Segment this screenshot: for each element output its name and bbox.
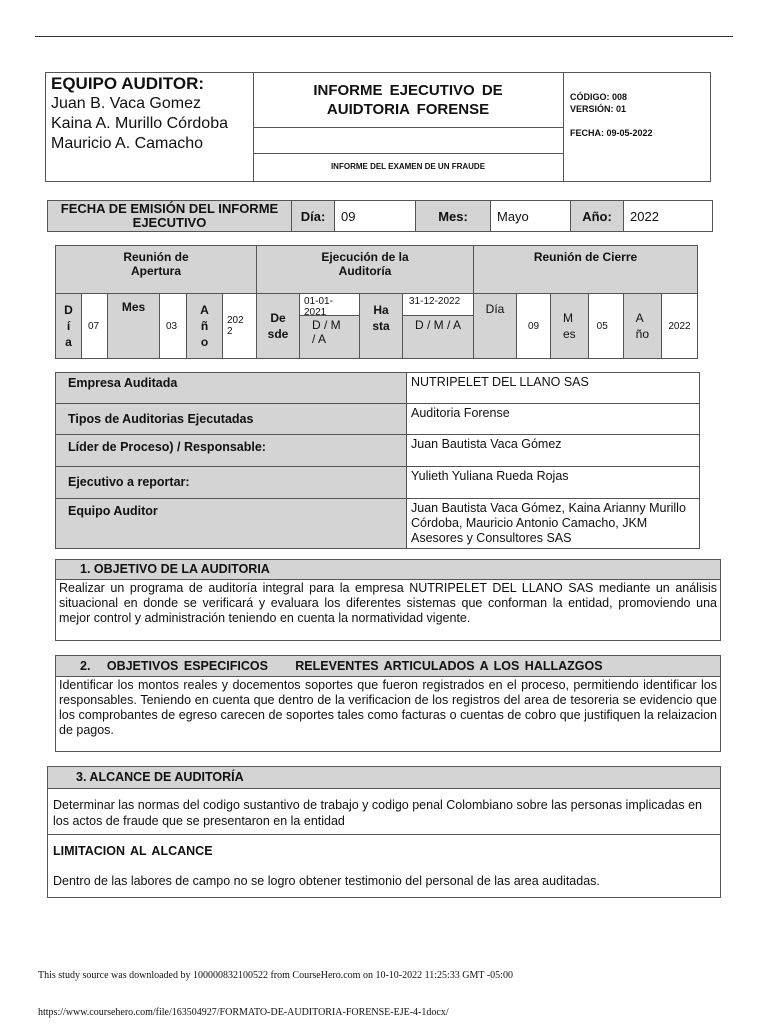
execution-to-format: D / M / A (414, 318, 461, 332)
audit-team-panel (51, 74, 251, 154)
emission-day: 09 (335, 201, 416, 232)
emission-year: 2022 (624, 201, 713, 232)
opening-month-label: Mes (108, 294, 160, 359)
closing-day: 09 (517, 294, 551, 359)
opening-day: 07 (82, 294, 108, 359)
info-label-process-leader: Líder de Proceso) / Responsable: (56, 435, 407, 467)
section-scope (47, 766, 721, 898)
scope-limitation-title: LIMITACION AL ALCANCE (53, 844, 213, 858)
closing-year: 2022 (662, 294, 698, 359)
info-value-process-leader: Juan Bautista Vaca Gómez (407, 435, 700, 467)
section-scope-title: 3. ALCANCE DE AUDITORÍA (48, 767, 720, 789)
closing-year-label: A ño (623, 294, 661, 359)
meetings-table (55, 245, 698, 359)
opening-day-label: D í a (56, 294, 82, 359)
info-value-company: NUTRIPELET DEL LLANO SAS (407, 373, 700, 404)
top-rule (35, 36, 733, 37)
execution-from-label: De sde (257, 294, 300, 359)
section-specific-objectives-title: 2. OBJETIVOS ESPECIFICOS RELEVENTES ARTICULADOS A LOS HALLAZGOS (56, 656, 720, 677)
execution-from-format: D / M / A (312, 318, 341, 346)
emission-date-table (47, 200, 713, 232)
section-objective-title: 1. OBJETIVO DE LA AUDITORIA (56, 560, 720, 580)
info-value-executive: Yulieth Yuliana Rueda Rojas (407, 467, 700, 499)
info-label-audit-team: Equipo Auditor (56, 499, 407, 549)
closing-day-label: Día (474, 294, 517, 359)
emission-month: Mayo (491, 201, 571, 232)
info-label-company: Empresa Auditada (56, 373, 407, 404)
doc-version: VERSIÓN: 01 (570, 104, 627, 114)
opening-year: 202 2 (223, 294, 257, 359)
section-objective-text: Realizar un programa de auditoría integral para la empresa NUTRIPELET DEL LLANO SAS mediante un análisis situacional en donde se verificará y evaluara los diferentes sistemas que conforman la entidad, promoviendo una mejor control y administración teniendo en cuenta la normatividad vigente. (59, 581, 717, 625)
header-divider-h2 (253, 153, 563, 154)
info-table (55, 372, 700, 549)
section-specific-objectives-text: Identificar los montos reales y docementos soportes que fueron registrados en el proceso, permitiendo identificar los responsables. Teniendo en cuenta que dentro de la verificacion de los registros del area de tesoreria se evidencio que los comprobantes de egreso carecen de soportes tales como facturas o cuentas de cobro que justifiquen la relaizacion de pagos. (59, 678, 717, 737)
info-value-audit-types: Auditoria Forense (407, 404, 700, 435)
section-objective (55, 559, 721, 641)
report-subtitle: INFORME DEL EXAMEN DE UN FRAUDE (330, 162, 486, 171)
execution-to-cell (403, 294, 474, 359)
report-title: INFORME EJECUTIVO DE AUIDTORIA FORENSE (313, 82, 503, 118)
audit-team-title: EQUIPO AUDITOR: (51, 74, 205, 93)
footer-download-note: This study source was downloaded by 100000832100522 from CourseHero.com on 10-10-2022 11:25:33 GMT -05:00 (38, 970, 513, 981)
section-scope-text: Determinar las normas del codigo sustantivo de trabajo y codigo penal Colombiano sobre las personas implicadas en los actos de fraude que se presentaron en la entidad (48, 789, 720, 835)
doc-code: CÓDIGO: 008 (570, 92, 628, 102)
closing-meeting-title: Reunión de Cierre (474, 246, 698, 294)
execution-title: Ejecución de la Auditoría (257, 246, 474, 294)
emission-label: FECHA DE EMISIÓN DEL INFORME EJECUTIVO (48, 201, 292, 232)
header-divider-h1 (253, 127, 563, 128)
emission-year-label: Año: (571, 201, 624, 232)
scope-limitation-text: Dentro de las labores de campo no se logro obtener testimonio del personal de las area auditadas. (53, 874, 600, 888)
audit-team-member: Juan B. Vaca Gomez (51, 95, 201, 112)
emission-day-label: Día: (292, 201, 335, 232)
footer-source-url[interactable]: https://www.coursehero.com/file/163504927/FORMATO-DE-AUDITORIA-FORENSE-EJE-4-1docx/ (38, 1007, 449, 1018)
execution-to-date: 31-12-2022 (403, 294, 473, 316)
info-value-audit-team: Juan Bautista Vaca Gómez, Kaina Arianny Murillo Córdoba, Mauricio Antonio Camacho, JKM Asesores y Consultores SAS (407, 499, 700, 549)
execution-from-cell (300, 294, 360, 359)
closing-month: 05 (588, 294, 623, 359)
audit-team-member: Mauricio A. Camacho (51, 135, 204, 152)
execution-to-label: Ha sta (360, 294, 403, 359)
execution-from-date: 01-01-2021 (300, 294, 359, 316)
audit-team-member: Kaina A. Murillo Córdoba (51, 115, 228, 132)
section-specific-objectives (55, 655, 721, 752)
doc-date: FECHA: 09-05-2022 (570, 128, 653, 138)
opening-year-label: A ñ o (187, 294, 223, 359)
info-label-audit-types: Tipos de Auditorias Ejecutadas (56, 404, 407, 435)
opening-month: 03 (160, 294, 187, 359)
emission-month-label: Mes: (416, 201, 491, 232)
closing-month-label: M es (551, 294, 589, 359)
header-divider-right (563, 72, 564, 182)
opening-meeting-title: Reunión de Apertura (56, 246, 257, 294)
info-label-executive: Ejecutivo a reportar: (56, 467, 407, 499)
